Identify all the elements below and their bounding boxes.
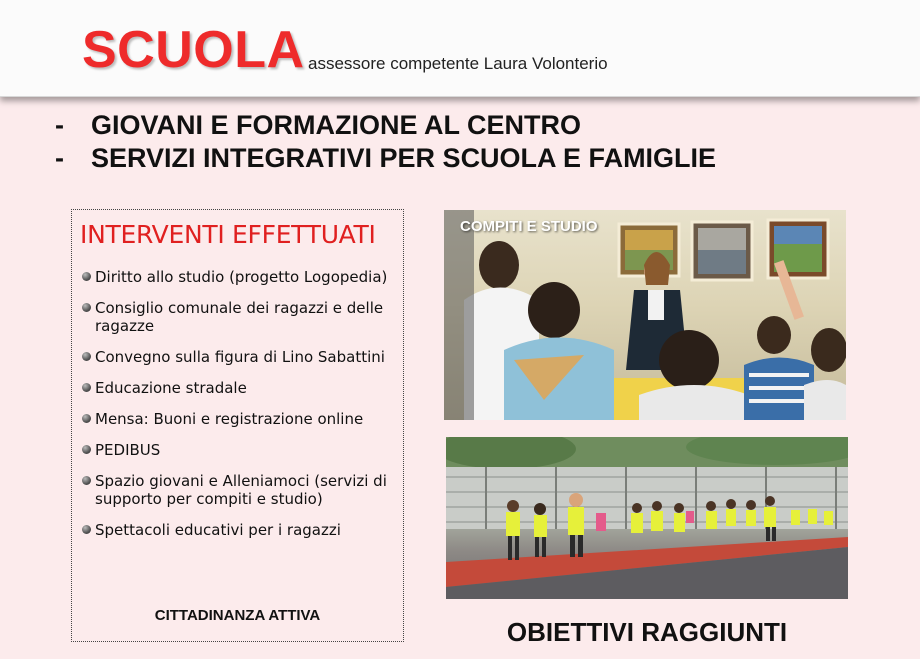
list-item (72, 379, 397, 397)
headline-2 (55, 143, 716, 174)
page-subtitle: assessore competente Laura Volonterio (308, 54, 608, 73)
list-item-label: Spazio giovani e Alleniamoci (servizi di supporto per compiti e studio) (95, 472, 387, 508)
pedibus-photo (446, 437, 848, 599)
list-item-label: PEDIBUS (95, 441, 161, 459)
list-item (72, 472, 397, 508)
headline-text: SERVIZI INTEGRATIVI PER SCUOLA E FAMIGLIE (91, 143, 717, 173)
bullet-dot-icon (82, 272, 91, 281)
bullet-dot-icon (82, 525, 91, 534)
list-item (72, 299, 397, 335)
interventions-list (72, 268, 403, 552)
bullet-dot-icon (82, 414, 91, 423)
list-item (72, 521, 397, 539)
classroom-photo-label: COMPITI E STUDIO (460, 218, 598, 235)
list-item-label: Convegno sulla figura di Lino Sabattini (95, 348, 385, 366)
goals-label: OBIETTIVI RAGGIUNTI (506, 617, 788, 647)
headline-1 (55, 110, 581, 141)
list-item-label: Diritto allo studio (progetto Logopedia) (95, 268, 388, 286)
list-item (72, 268, 397, 286)
list-item (72, 441, 397, 459)
list-item-label: Educazione stradale (95, 379, 247, 397)
list-item-label: Consiglio comunale dei ragazzi e delle ragazze (95, 299, 384, 335)
bullet-dot-icon (82, 476, 91, 485)
list-item (72, 348, 397, 366)
list-item (72, 410, 397, 428)
list-item-label: Mensa: Buoni e registrazione online (95, 410, 364, 428)
classroom-illustration (444, 210, 846, 420)
bullet-dot-icon (82, 445, 91, 454)
page-title: SCUOLA (82, 21, 305, 79)
list-item-label: Spettacoli educativi per i ragazzi (95, 521, 341, 539)
bullet-dot-icon (82, 383, 91, 392)
bullet-dot-icon (82, 303, 91, 312)
classroom-photo (444, 210, 846, 420)
bullet-dot-icon (82, 352, 91, 361)
interventions-footer: CITTADINANZA ATTIVA (154, 607, 321, 624)
pedibus-illustration (446, 437, 848, 599)
interventions-box (71, 209, 404, 642)
headline-text: GIOVANI E FORMAZIONE AL CENTRO (91, 110, 582, 140)
interventions-title: INTERVENTI EFFETTUATI (80, 220, 376, 249)
dash-bullet: - (55, 110, 64, 140)
header-bar (0, 0, 920, 97)
dash-bullet: - (55, 143, 64, 173)
